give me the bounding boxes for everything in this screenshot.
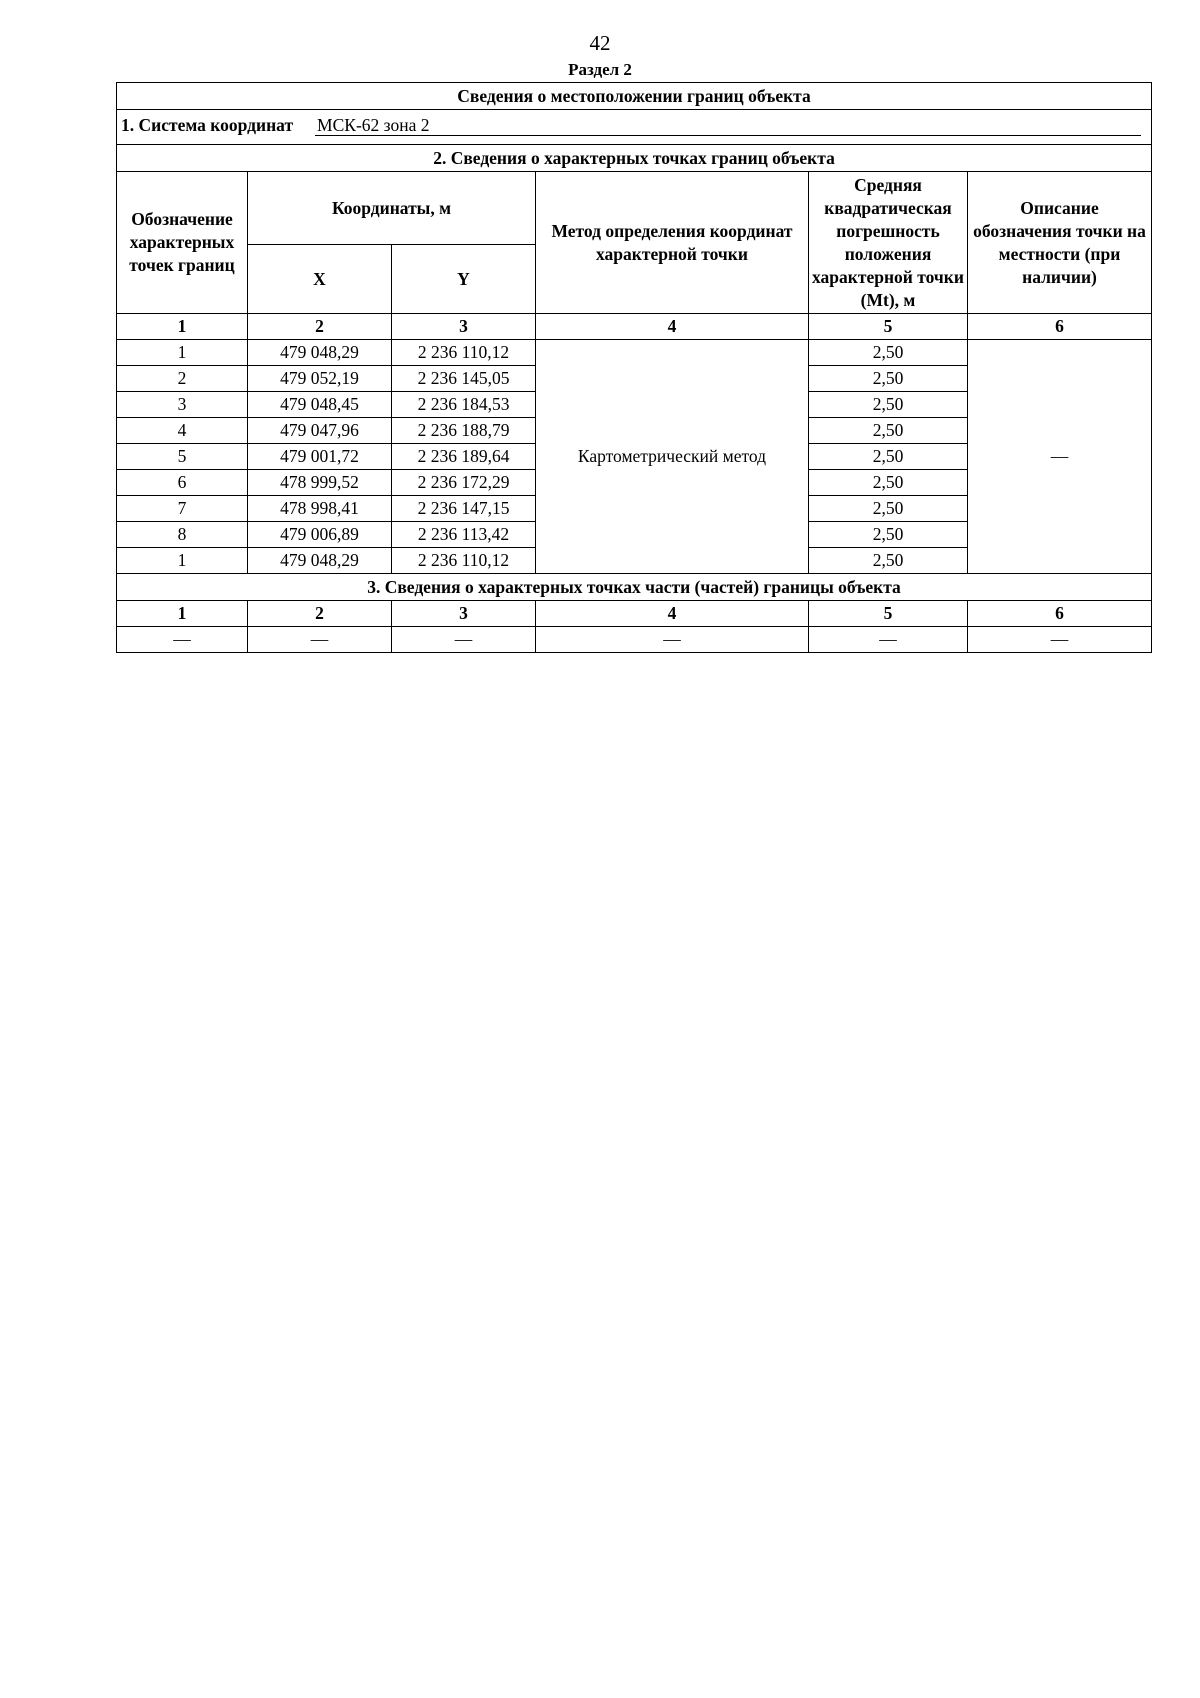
point-cell: 1 [117,340,248,366]
part3-cell: — [968,627,1152,653]
part3-title: 3. Сведения о характерных точках части (частей) границы объекта [117,574,1152,601]
error-cell: 2,50 [809,392,968,418]
coord-system-label: 1. Система координат [121,114,294,135]
part2-title: 2. Сведения о характерных точках границ объекта [117,145,1152,172]
x-cell: 479 047,96 [248,418,392,444]
header-method: Метод определения координат характерной точки [536,172,809,314]
part3-cell: — [536,627,809,653]
point-cell: 2 [117,366,248,392]
header-coords: Координаты, м [248,172,536,245]
part3-cell: — [117,627,248,653]
x-cell: 479 048,29 [248,548,392,574]
y-cell: 2 236 113,42 [392,522,536,548]
part3-column-number: 4 [536,601,809,627]
error-cell: 2,50 [809,418,968,444]
part3-cell: — [809,627,968,653]
header-description: Описание обозначения точки на местности (при наличии) [968,172,1152,314]
x-cell: 479 001,72 [248,444,392,470]
table-title: Сведения о местоположении границ объекта [117,83,1152,110]
boundary-table [116,82,1152,653]
error-cell: 2,50 [809,548,968,574]
coord-system-value: МСК-62 зона 2 [315,115,1141,136]
point-cell: 7 [117,496,248,522]
part3-row [117,627,1152,653]
part3-cell: — [392,627,536,653]
y-cell: 2 236 147,15 [392,496,536,522]
part3-column-number: 3 [392,601,536,627]
description-cell: — [968,340,1152,574]
y-cell: 2 236 188,79 [392,418,536,444]
table-row [117,340,1152,366]
error-cell: 2,50 [809,444,968,470]
point-cell: 6 [117,470,248,496]
part3-column-number: 5 [809,601,968,627]
y-cell: 2 236 172,29 [392,470,536,496]
error-cell: 2,50 [809,366,968,392]
x-cell: 479 006,89 [248,522,392,548]
y-cell: 2 236 110,12 [392,548,536,574]
x-cell: 478 998,41 [248,496,392,522]
method-cell: Картометрический метод [536,340,809,574]
header-point: Обозначение характерных точек границ [117,172,248,314]
part3-cell: — [248,627,392,653]
x-cell: 479 052,19 [248,366,392,392]
page-number: 42 [589,31,611,55]
x-cell: 478 999,52 [248,470,392,496]
x-cell: 479 048,45 [248,392,392,418]
part3-column-number: 6 [968,601,1152,627]
part3-column-number: 1 [117,601,248,627]
y-cell: 2 236 110,12 [392,340,536,366]
coord-system-row [117,110,1152,145]
error-cell: 2,50 [809,496,968,522]
section-title: Раздел 2 [568,60,632,79]
part3-column-number: 2 [248,601,392,627]
error-cell: 2,50 [809,522,968,548]
point-cell: 5 [117,444,248,470]
column-number: 3 [392,314,536,340]
error-cell: 2,50 [809,470,968,496]
header-y: Y [392,245,536,314]
x-cell: 479 048,29 [248,340,392,366]
column-number: 5 [809,314,968,340]
column-number: 4 [536,314,809,340]
column-number: 2 [248,314,392,340]
point-cell: 1 [117,548,248,574]
y-cell: 2 236 184,53 [392,392,536,418]
point-cell: 8 [117,522,248,548]
y-cell: 2 236 145,05 [392,366,536,392]
point-cell: 3 [117,392,248,418]
header-x: X [248,245,392,314]
y-cell: 2 236 189,64 [392,444,536,470]
header-error: Средняя квадратическая погрешность положения характерной точки (Mt), м [809,172,968,314]
column-number: 1 [117,314,248,340]
error-cell: 2,50 [809,340,968,366]
point-cell: 4 [117,418,248,444]
column-number: 6 [968,314,1152,340]
